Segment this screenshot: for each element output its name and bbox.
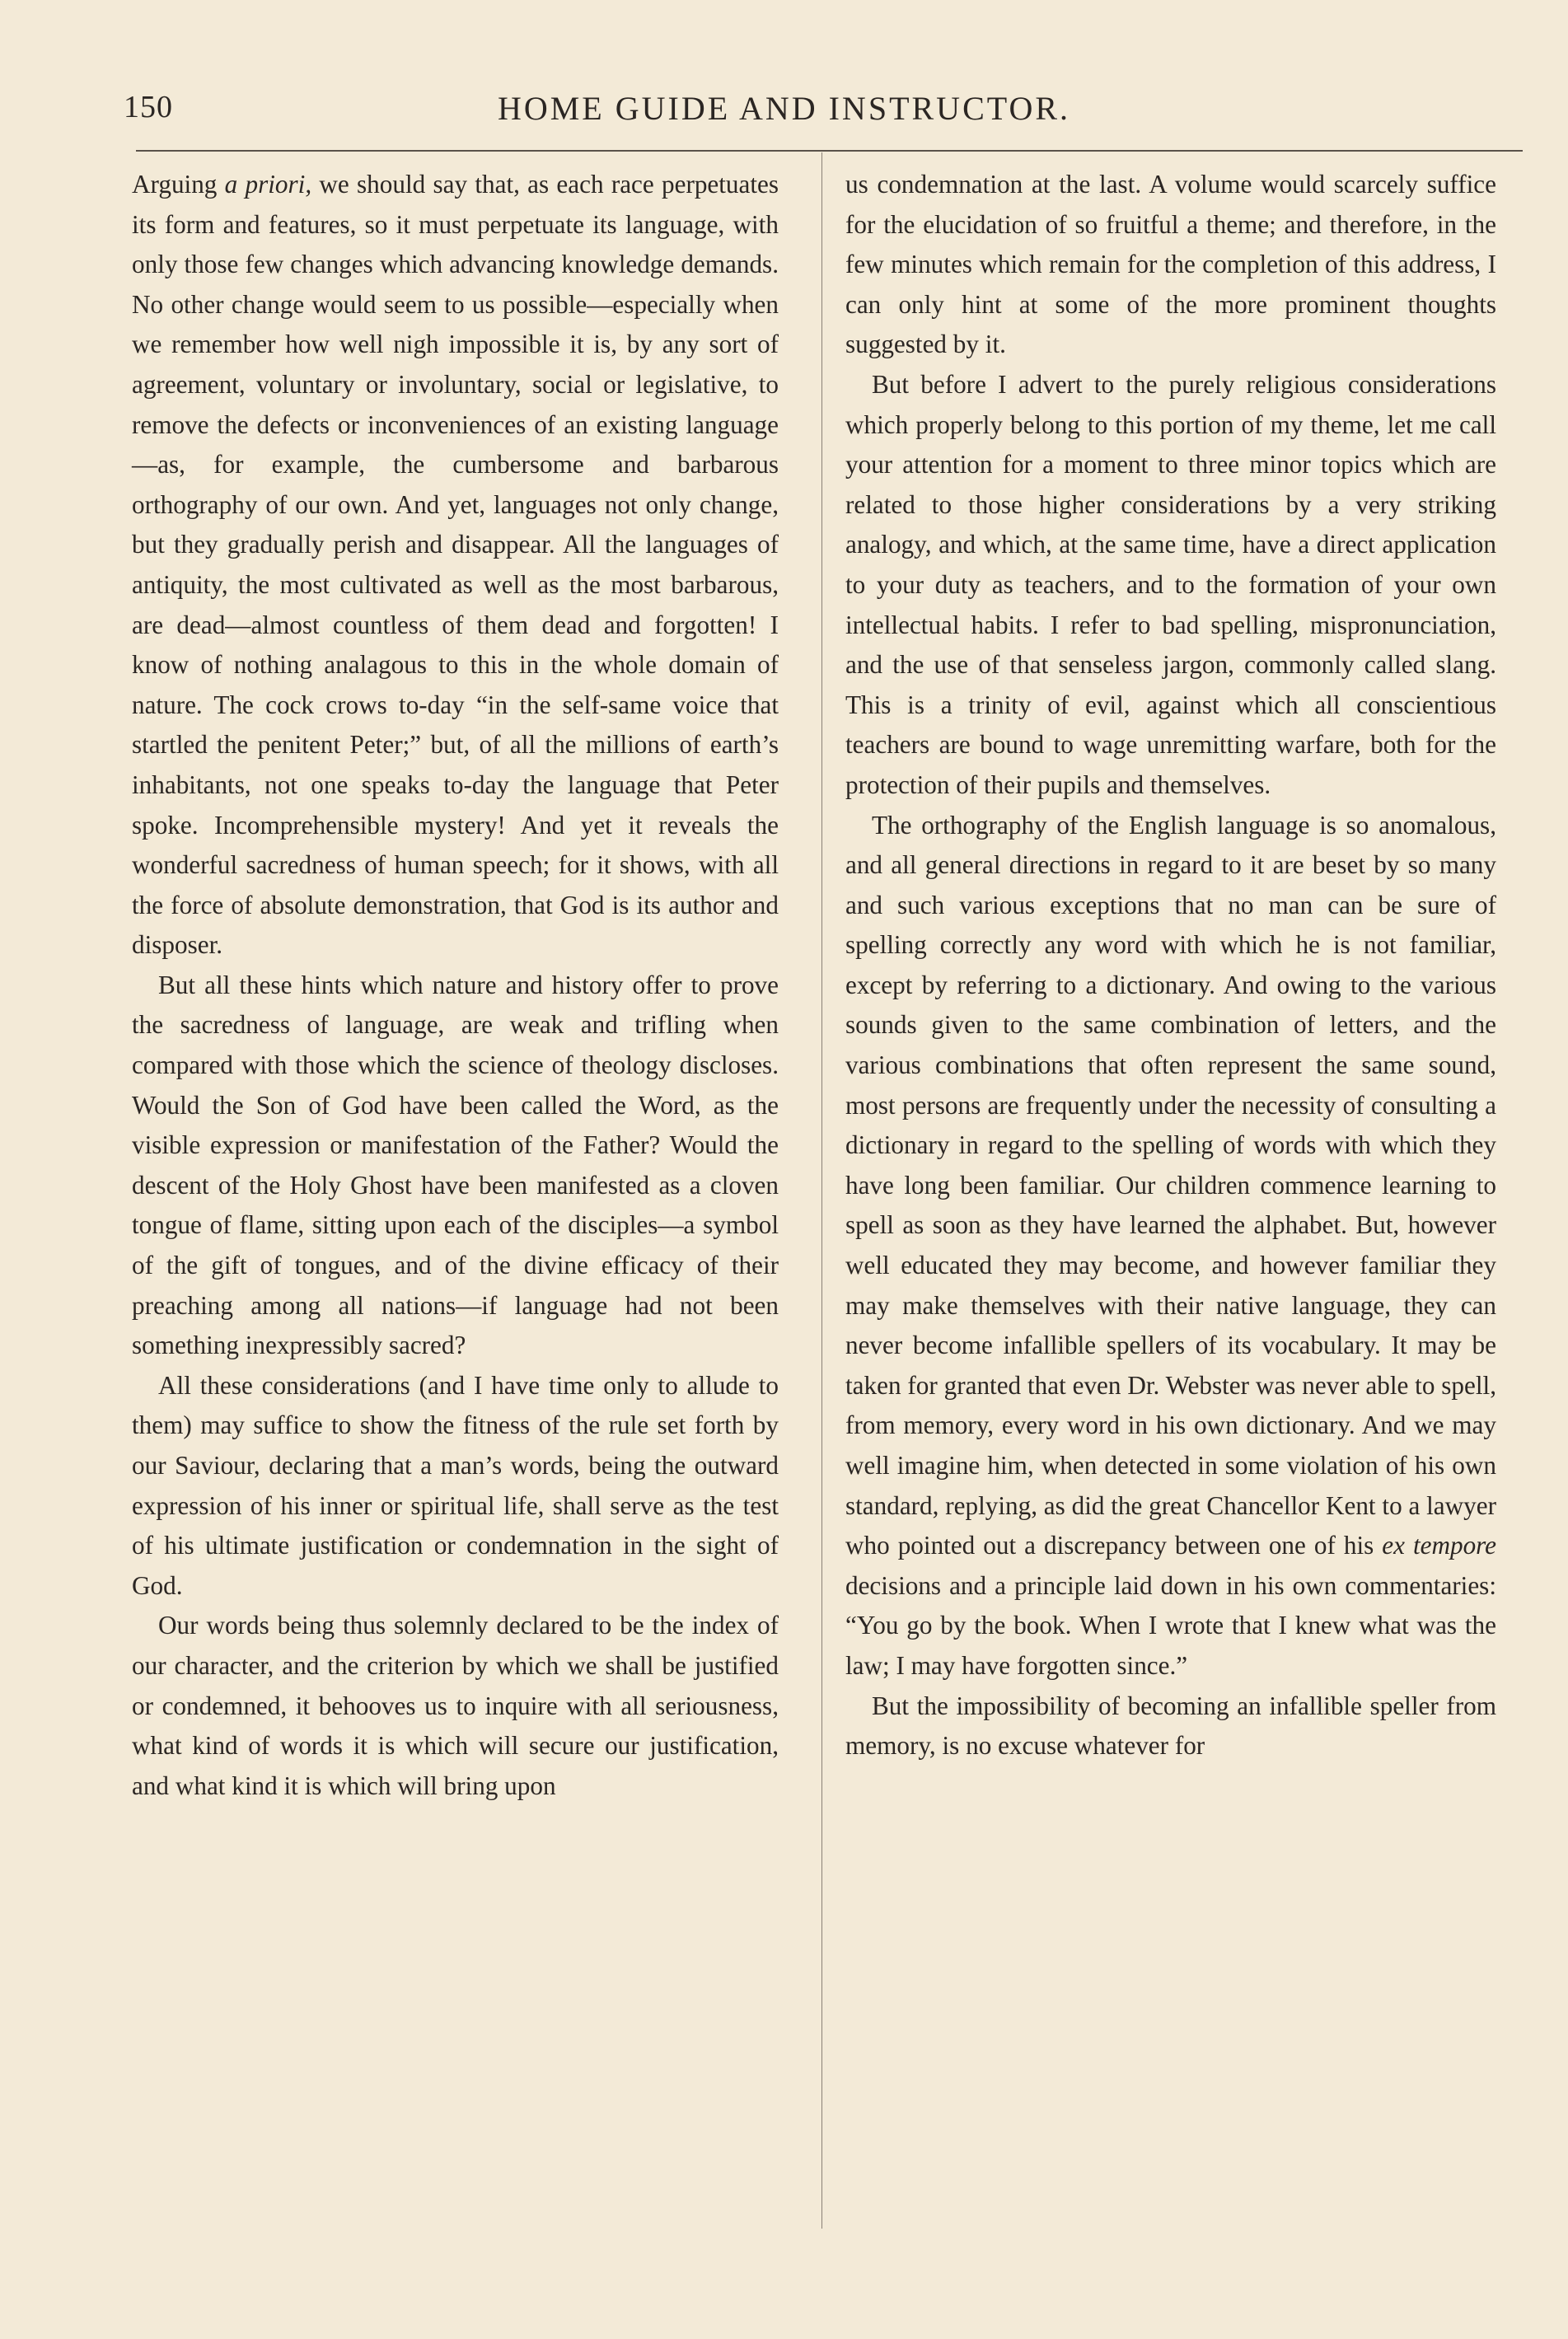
running-head: HOME GUIDE AND INSTRUCTOR. [497, 90, 1071, 127]
text-run: we should say that, as each race perpetuates its form and features, so it must perpetuate its language, with only those few changes which advancing knowledge demands. No other change would seem to us possible—especially when we remember how well nigh impossible it is, by any sort of agreement, voluntary or involuntary, social or legislative, to remove the defects or inconveniences of an existing language—as, for example, the cumbersome and barbarous orthography of our own. And yet, languages not only change, but they gradually perish and disappear. All the languages of antiquity, the most cultivated as well as the most barbarous, are dead—almost countless of them dead and forgotten! I know of nothing analagous to this in the whole domain of nature. The cock crows to-day “in the self-same voice that startled the penitent Peter;” but, of all the millions of earth’s inhabitants, not one speaks to-day the language that Peter spoke. Incomprehensible mystery! And yet it reveals the wonderful sacredness of human speech; for it shows, with all the force of absolute demonstration, that God is its author and disposer. [132, 170, 779, 960]
paragraph: But all these hints which nature and history offer to prove the sacredness of language, are weak and trifling when compared with those which the science of theology discloses. Would the Son of God have been called the Word, as the visible expression or manifestation of the Father? Would the descent of the Holy Ghost have been manifested as a cloven tongue of flame, sitting upon each of the disciples—a symbol of the gift of tongues, and of the divine efficacy of their preaching among all nations—if language had not been something inexpressibly sacred? [132, 970, 779, 1360]
column-divider [821, 152, 822, 2229]
left-column [132, 165, 779, 1806]
text-run: The orthography of the English language is so anomalous, and all general directions in regard to it are beset by so many and such various exceptions that no man can be sure of spelling correctly any word with which he is not familiar, except by referring to a dictionary. And owing to the various sounds given to the same combination of letters, and the various combinations that often represent the same sound, most persons are frequently under the necessity of consulting a dictionary in regard to the spelling of words with which they have long been familiar. Our children commence learning to spell as soon as they have learned the alphabet. But, however well educated they may become, and however familiar they may make themselves with their native language, they can never become infallible spellers of its vocabulary. It may be taken for granted that even Dr. Webster was never able to spell, from memory, every word in his own dictionary. And we may well imagine him, when detected in some violation of his own standard, replying, as did the great Chancellor Kent to a lawyer who pointed out a discrepancy between one of his [845, 810, 1496, 1560]
paragraph [132, 165, 779, 966]
page-header [124, 82, 1444, 132]
text-run: Arguing [132, 170, 225, 199]
italic-text: a priori, [224, 170, 312, 199]
italic-text: ex tempore [1382, 1531, 1496, 1560]
right-column [845, 165, 1496, 1766]
paragraph: Our words being thus solemnly declared to be the index of our character, and the criterion by which we shall be justified or condemned, it behooves us to inquire with all seriousness, what kind of words it is which will secure our justification, and what kind it is which will bring upon [132, 1611, 779, 1800]
paragraph: us condemnation at the last. A volume would scarcely suffice for the elucidation of so fruitful a theme; and therefore, in the few minutes which remain for the completion of this address, I can only hint at some of the more prominent thoughts suggested by it. [845, 170, 1496, 359]
header-rule [136, 150, 1523, 152]
paragraph: All these considerations (and I have time only to allude to them) may suffice to show the fitness of the rule set forth by our Saviour, declaring that a man’s words, being the outward expression of his inner or spiritual life, shall serve as the test of his ultimate justification or condemnation in the sight of God. [132, 1370, 779, 1600]
text-run: decisions and a principle laid down in his own commentaries: “You go by the book. When I wrote that I knew what was the law; I may have forgotten since.” [845, 1570, 1496, 1680]
paragraph: But before I advert to the purely religious considerations which properly belong to this portion of my theme, let me call your attention for a moment to three minor topics which are related to those higher considerations by a very striking analogy, and which, at the same time, have a direct application to your duty as teachers, and to the formation of your own intellectual habits. I refer to bad spelling, mispronunciation, and the use of that senseless jargon, commonly called slang. This is a trinity of evil, against which all conscientious teachers are bound to wage unremitting warfare, both for the protection of their pupils and themselves. [845, 369, 1496, 799]
paragraph [845, 806, 1496, 1686]
paragraph: But the impossibility of becoming an infallible speller from memory, is no excuse whatever for [845, 1691, 1496, 1761]
page-number: 150 [124, 90, 173, 124]
